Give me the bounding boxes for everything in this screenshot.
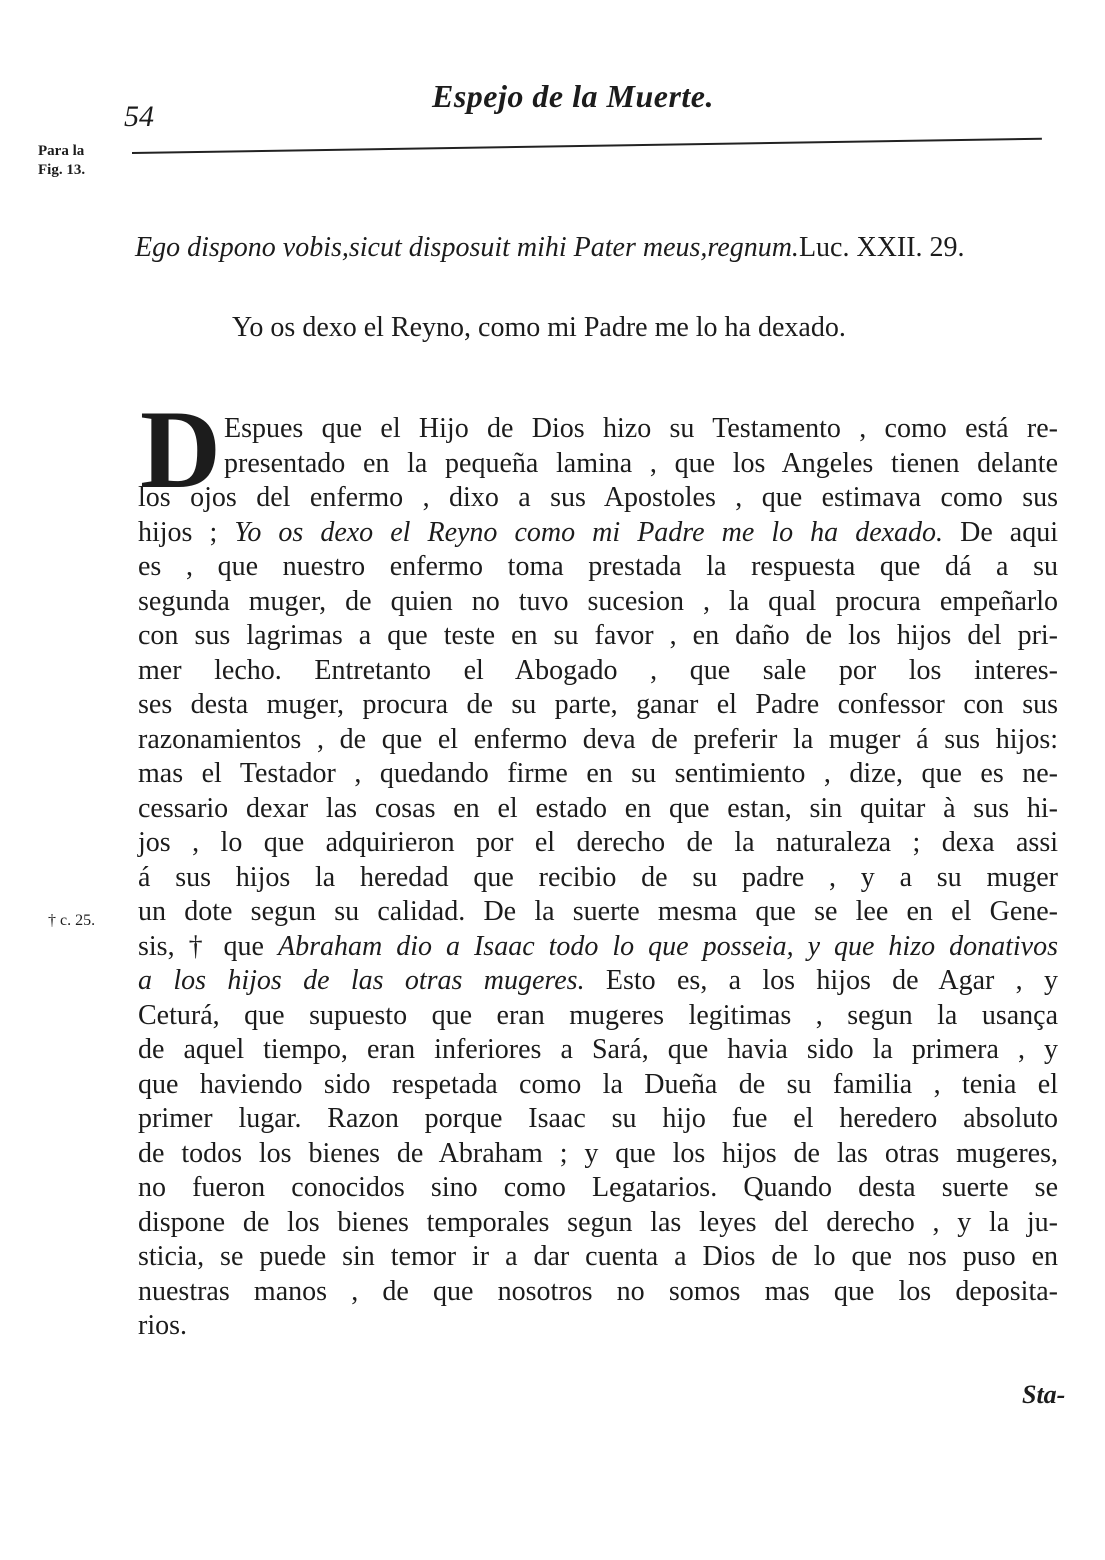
margin-note-line: Fig. 13.: [38, 162, 86, 178]
body-line-italic: a los hijos de las otras mugeres.: [138, 965, 585, 996]
body-line: de todos los bienes de Abraham ; y que los hijos de las otras mugeres,: [138, 1137, 1058, 1169]
body-line: sticia, se puede sin temor ir a dar cuenta a Dios de lo que nos puso en: [138, 1241, 1058, 1272]
running-title: Espejo de la Muerte.: [432, 78, 714, 114]
body-line: ses desta muger, procura de su parte, ganar el Padre confessor con sus: [138, 689, 1058, 720]
body-line-roman: hijos ;: [138, 516, 235, 548]
body-line: un dote segun su calidad. De la suerte mesma que se lee en el Gene-: [138, 896, 1058, 927]
body-line: primer lugar. Razon porque Isaac su hijo fue el heredero absoluto: [138, 1103, 1058, 1134]
body-line: [138, 516, 1058, 550]
margin-note-figure: [38, 142, 85, 180]
body-line: es , que nuestro enfermo toma prestada la respuesta que dá a su: [138, 551, 1058, 582]
body-line: los ojos del enfermo , dixo a sus Apostoles , que estimava como sus: [138, 482, 1058, 513]
epigraph-reference: Luc. XXII. 29.: [798, 232, 965, 263]
epigraph-spanish: Yo os dexo el Reyno, como mi Padre me lo ha dexado.: [232, 312, 846, 343]
body-line: nuestras manos , de que nosotros no somos mas que los deposita-: [138, 1275, 1058, 1307]
body-line: á sus hijos la heredad que recibio de su padre , y a su muger: [138, 861, 1058, 893]
catchword: Sta-: [1022, 1380, 1066, 1409]
body-line: de aquel tiempo, eran inferiores a Sará, que havia sido la primera , y: [138, 1034, 1058, 1065]
body-line: mas el Testador , quedando firme en su sentimiento , dize, que es ne-: [138, 758, 1058, 789]
body-line: cessario dexar las cosas en el estado en que estan, sin quitar à sus hi-: [138, 792, 1058, 824]
margin-note-line: Para la: [38, 143, 85, 159]
body-line: Espues que el Hijo de Dios hizo su Testamento , como está re-: [224, 413, 1058, 444]
header-rule: [132, 138, 1042, 154]
epigraph-latin: [135, 232, 965, 264]
epigraph-latin-text: Ego dispono vobis,sicut disposuit mihi Pater meus,regnum.: [135, 232, 799, 263]
body-line-roman: Esto es, a los hijos de Agar , y: [584, 965, 1058, 996]
body-line: [138, 964, 1058, 998]
body-line-roman: sis, † que: [138, 930, 278, 962]
drop-cap: D: [140, 388, 221, 512]
body-line: rios.: [138, 1310, 187, 1341]
body-line: dispone de los bienes temporales segun las leyes del derecho , y la ju-: [138, 1206, 1058, 1238]
body-line: razonamientos , de que el enfermo deva de preferir la muger á sus hijos:: [138, 723, 1058, 755]
body-line-italic: Yo os dexo el Reyno como mi Padre me lo ha dexado.: [234, 516, 944, 548]
page-number: 54: [124, 100, 154, 133]
body-line: [138, 930, 1058, 964]
margin-note-reference: † c. 25.: [48, 912, 96, 929]
body-line: presentado en la pequeña lamina , que los Angeles tienen delante: [224, 447, 1058, 479]
body-line-roman: De aqui: [943, 516, 1059, 548]
body-line: mer lecho. Entretanto el Abogado , que sale por los interes-: [138, 654, 1058, 686]
body-line: que haviendo sido respetada como la Dueña de su familia , tenia el: [138, 1068, 1058, 1100]
body-line-italic: Abraham dio a Isaac todo lo que posseia, y que hizo donativos: [277, 930, 1058, 962]
body-line: Ceturá, que supuesto que eran mugeres legitimas , segun la usança: [138, 999, 1058, 1031]
body-line: no fueron conocidos sino como Legatarios. Quando desta suerte se: [138, 1172, 1058, 1203]
body-line: jos , lo que adquirieron por el derecho de la naturaleza ; dexa assi: [138, 827, 1058, 858]
body-line: segunda muger, de quien no tuvo sucesion , la qual procura empeñarlo: [138, 585, 1058, 617]
body-line: con sus lagrimas a que teste en su favor , en daño de los hijos del pri-: [138, 620, 1058, 651]
